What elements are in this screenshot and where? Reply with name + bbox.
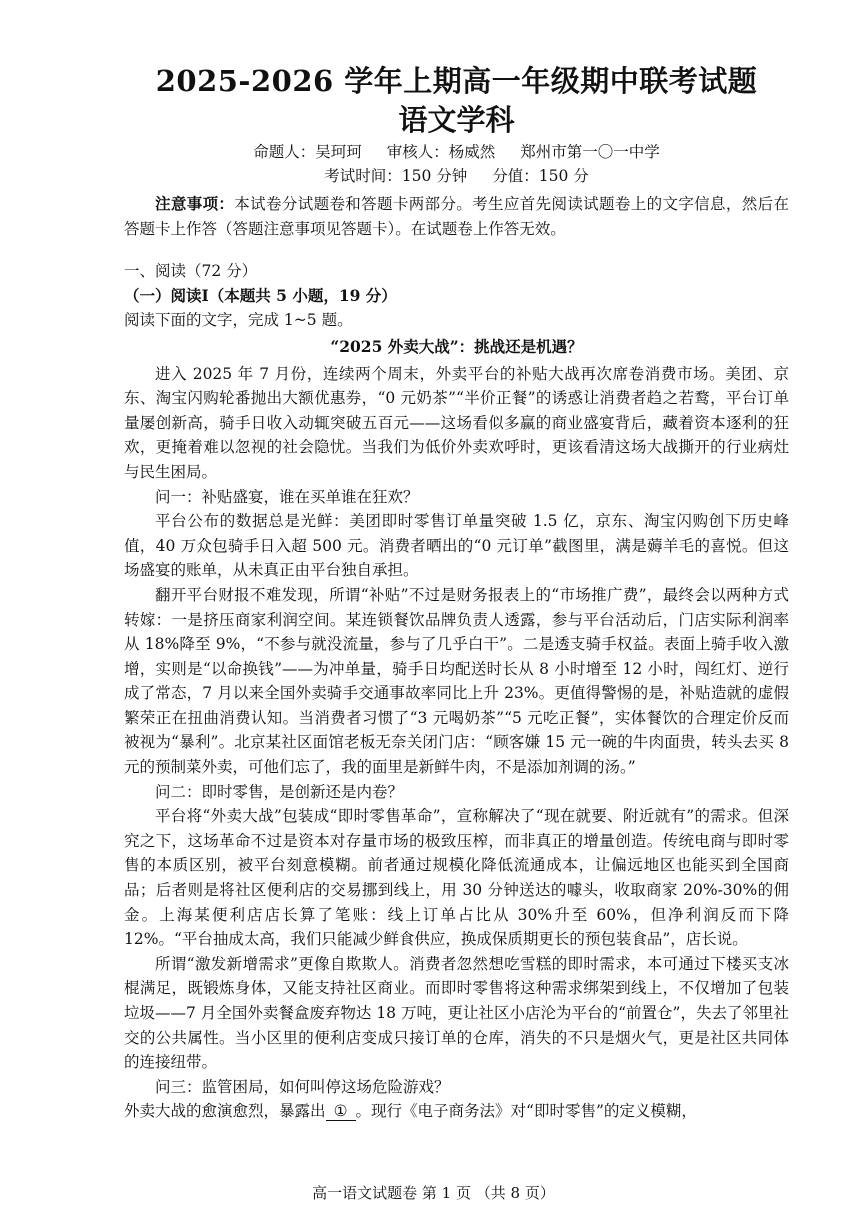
article-question-1: 问一：补贴盛宴，谁在买单谁在狂欢？ [155,487,419,506]
section-heading: 一、阅读（72 分） [124,262,258,281]
exam-meta-authors [124,140,789,164]
article-question-2: 问二：即时零售，是创新还是内卷？ [155,782,404,801]
article-paragraph-4: 平台将“外卖大战”包装成“即时零售革命”，宣称解决了“现在就要、附近就有”的需求。但深究之下，这场革命不过是资本对存量市场的极致压榨，而非真正的增量创造。传统电商与即时零售的本质区别，被平台刻意模糊。前者通过规模化降低流通成本，让偏远地区也能买到全国商品；后者则是将社区便利店的交易挪到线上，用 30 分钟送达的噱头，收取商家 20%-30%的佣金。上海某便利店店长算了笔账：线上订单占比从 30%升至 60%，但净利润反而下降 12%。“平台抽成太高，我们只能减少鲜食供应，换成保质期更长的预包装食品”，店长说。 [124,807,789,949]
article-title: “2025 外卖大战”：挑战还是机遇？ [330,336,583,356]
exam-title: 2025-2026 学年上期高一年级期中联考试题 [155,64,758,98]
exam-score: 分值：150 分 [492,167,589,185]
exam-meta-time [124,164,789,188]
notice-label: 注意事项： [155,194,235,213]
author: 命题人：吴珂珂 [253,143,362,161]
school: 郑州市第一〇一中学 [520,143,660,161]
article-paragraph-2: 平台公布的数据总是光鲜：美团即时零售订单量突破 1.5 亿，京东、淘宝闪购创下历史峰值，40 万众包骑手日入超 500 元。消费者晒出的“0 元订单”截图里，满是薅羊毛的喜悦。但这场盛宴的账单，从未真正由平台独自承担。 [124,512,789,580]
article-paragraph-5: 所谓“激发新增需求”更像自欺欺人。消费者忽然想吃雪糕的即时需求，本可通过下楼买支冰棍满足，既锻炼身体，又能支持社区商业。而即时零售将这种需求绑架到线上，不仅增加了包装垃圾——7 月全国外卖餐盒废弃物达 18 万吨，更让社区小店沦为平台的“前置仓”，失去了邻里社交的公共属性。当小区里的便利店变成只接订单的仓库，消失的不只是烟火气，更是社区共同体的连接纽带。 [124,954,789,1072]
article-paragraph-1: 进入 2025 年 7 月份，连续两个周末，外卖平台的补贴大战再次席卷消费市场。美团、京东、淘宝闪购轮番抛出大额优惠券，“0 元奶茶”“半价正餐”的诱惑让消费者趋之若鹜，平台订单量屡创新高，骑手日收入动辄突破五百元——这场看似多赢的商业盛宴背后，藏着资本逐利的狂欢，更掩着难以忽视的社会隐忧。当我们为低价外卖欢呼时，更该看清这场大战撕开的行业病灶与民生困局。 [124,364,789,481]
page-footer: 高一语文试题卷 第 1 页 （共 8 页） [312,1184,555,1202]
section-subheading: （一）阅读Ⅰ（本题共 5 小题，19 分） [124,285,397,305]
article-paragraph-6: 外卖大战的愈演愈烈，暴露出 ① 。现行《电子商务法》对“即时零售”的定义模糊， [124,1102,697,1121]
notice [124,192,789,241]
article-question-3: 问三：监管困局，如何叫停这场危险游戏？ [155,1077,450,1096]
article-paragraph-3: 翻开平台财报不难发现，所谓“补贴”不过是财务报表上的“市场推广费”，最终会以两种方式转嫁：一是挤压商家利润空间。某连锁餐饮品牌负责人透露，参与平台活动后，门店实际利润率从 18%降至 9%，“不参与就没流量，参与了几乎白干”。二是透支骑手权益。表面上骑手收入激增，实则是“以命换钱”——为冲单量，骑手日均配送时长从 8 小时增至 12 小时，闯红灯、逆行成了常态，7 月以来全国外卖骑手交通事故率同比上升 23%。更值得警惕的是，补贴造就的虚假繁荣正在扭曲消费认知。当消费者习惯了“3 元喝奶茶”“5 元吃正餐”，实体餐饮的合理定价反而被视为“暴利”。北京某社区面馆老板无奈关闭门店：“顾客嫌 15 元一碗的牛肉面贵，转头去买 8 元的预制菜外卖，可他们忘了，我的面里是新鲜牛肉，不是添加剂调的汤。” [124,585,789,777]
fill-blank-1: ① [326,1102,356,1121]
section-instruction: 阅读下面的文字，完成 1~5 题。 [124,311,353,330]
subject-title: 语文学科 [398,103,515,137]
reviewer: 审核人：杨威然 [386,143,496,161]
notice-text: 本试卷分试题卷和答题卡两部分。考生应首先阅读试题卷上的文字信息，然后在答题卡上作答（答题注意事项见答题卡）。在试题卷上作答无效。 [124,195,789,238]
exam-duration: 考试时间：150 分钟 [324,167,468,185]
